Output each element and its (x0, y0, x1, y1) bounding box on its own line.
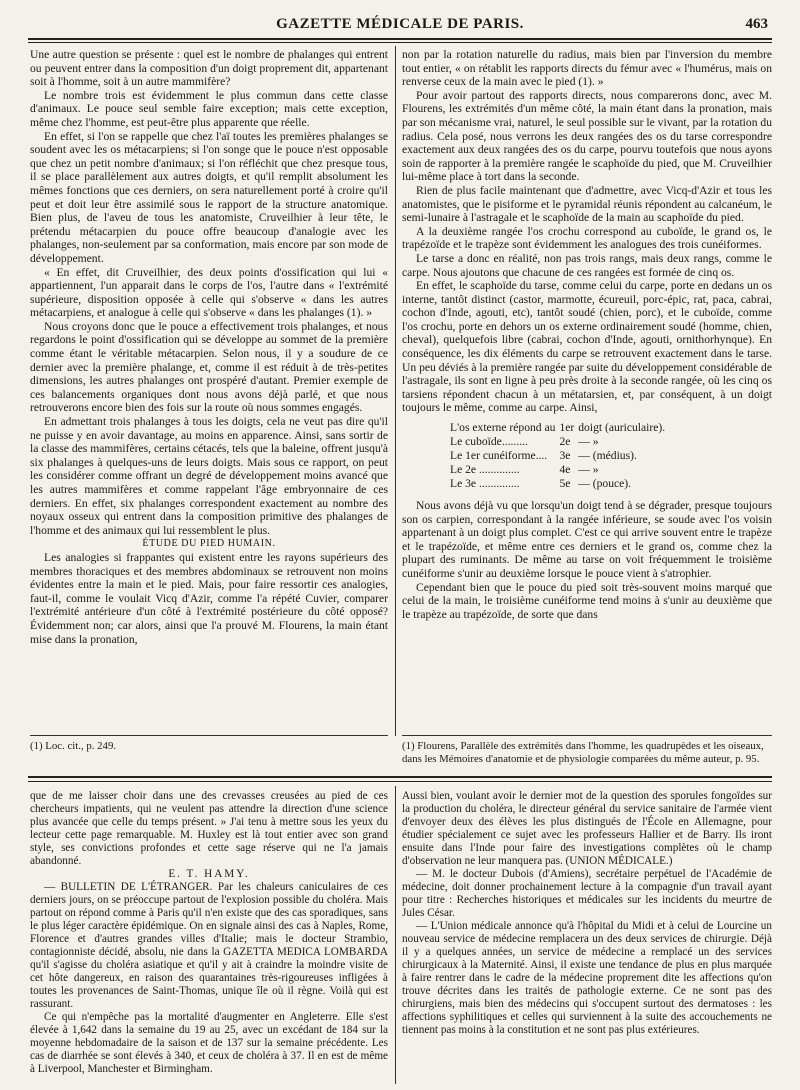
page-header (30, 16, 770, 38)
feuilleton-rule (28, 776, 772, 778)
paragraph: Une autre question se présente : quel est le nombre de phalanges qui entrent ou peuvent entrer dans la composition d'un doigt proprement dit, appartenant soit à l'homme, soit à un autre mammifère? (30, 48, 388, 89)
paragraph: Le nombre trois est évidemment le plus commun dans cette classe d'animaux. Le pouce seul semble faire exception; mais cette exception, même chez l'homme, est peut-être plus apparente que réelle. (30, 88, 388, 129)
paragraph: non par la rotation naturelle du radius, mais bien par l'inversion du membre tout entier, « on rétablit les rapports directs du fémur avec « l'humérus, mais on renverse ceux de la main avec le pied (1). » (402, 48, 772, 89)
number-cell: 5e (559, 477, 571, 491)
feuilleton-rule-thin (28, 781, 772, 782)
table-row (450, 463, 669, 477)
table-row (450, 421, 669, 435)
paragraph: — BULLETIN DE L'ÉTRANGER. Par les chaleurs caniculaires de ces derniers jours, on se préoccupe partout de l'explosion possible du choléra. Mais partout on répond comme à Paris qu'il n'en existe que des cas sporadiques, sans le plus léger caractère épidémique. On en signale ainsi des cas à Naples, Rome, Florence et d'autres grandes villes d'Italie; mais le docteur Strambio, contagionniste décidé, absolu, nie dans la GAZETTA MEDICA LOMBARDA qu'il s'agisse du choléra asiatique et qu'il y ait à craindre la moindre visite de cet hôte dangereux, en raison des quarantaines très-rigoureuses infligées à toutes les provenances de Saint-Thomas, unique île où il règne. Voilà qui est rassurant. (30, 881, 388, 1010)
paragraph: Rien de plus facile maintenant que d'admettre, avec Vicq-d'Azir et tous les anatomistes, que le pisiforme et le pyramidal réunis répondent au calcanéum, le semi-lunaire à l'astragale et le scaphoïde de la main au scaphoïde du pied. (402, 183, 772, 225)
bottom-right-column (402, 790, 772, 1082)
paragraph: Le tarse a donc en réalité, non pas trois rangs, mais deux rangs, comme le carpe. Nous ajoutons que chacune de ces rangées est formée de cinq os. (402, 251, 772, 279)
paragraph: En effet, le scaphoïde du tarse, comme celui du carpe, porte en dedans un os interne, tantôt distinct (castor, marmotte, écureuil, porc-épic, rat, paca, cabrai, cochon d'Inde, agouti, etc), tantôt soudé (chien, porc), et le cuboïde, comme l'os crochu, porte en dehors un os externe ordinairement soudé (homme, chien, cheval), quelquefois libre (cabrai, cochon d'Inde, agouti, ornithorhynque). En conséquence, les dix éléments du carpe se retrouvent exactement dans le tarse. Un peu déviés à la première rangée par suite du développement considérable de l'astragale, ils sont en ligne à peu près droite à la seconde rangée, où les cinq os tarsiens répondent chacun à un métatarsien, et, par conséquent, à un doigt toujours le même, comme au carpe. Ainsi, (402, 279, 772, 415)
signature: E. T. HAMY. (168, 868, 250, 880)
header-rule (28, 38, 772, 40)
column-divider (395, 46, 396, 736)
digit-cell: doigt (auriculaire). (578, 421, 666, 435)
digit-cell: — » (578, 463, 599, 477)
footnote-right: (1) Flourens, Parallèle des extrémités dans l'homme, les quadrupèdes et les oiseaux, dans les Mémoires d'anatomie et de physiologie comparées du même auteur, p. 95. (402, 740, 764, 765)
bone-cell: Le 3e .............. (450, 477, 520, 491)
footnote-left: (1) Loc. cit., p. 249. (30, 740, 117, 752)
number-cell: 2e (559, 435, 571, 449)
paragraph: — L'Union médicale annonce qu'à l'hôpital du Midi et à celui de Lourcine un nouveau service de médecine remplacera un des deux services de chirurgie. Déjà il y a quelques années, un service de médecine a remplacé un des services chirurgicaux à la Maternité. Ainsi, il existe une tendance de plus en plus marquée à faire rentrer dans le cadre de la médecine proprement dite les affections qu'on trouve décrites dans les traités de pathologie externe. Ce ne sont pas des chirurgiens, mais bien des médecins qui s'occupent surtout des dermatoses : les affections syphilitiques et celles qui surviennent à la suite des accouchements ne tiennent pas moins à la constitution et ne sont pas plus extérieures. (402, 920, 772, 1036)
number-cell: 3e (559, 449, 571, 463)
column-divider (395, 786, 396, 1084)
table-row (450, 435, 669, 449)
bone-cell: L'os externe répond au (450, 421, 556, 435)
digit-cell: — » (578, 435, 599, 449)
paragraph: Aussi bien, voulant avoir le dernier mot de la question des sporules fongoïdes sur la production du choléra, le directeur général du service sanitaire de l'armée vient d'envoyer deux des élèves les plus distingués de l'École en Allemagne, pour étudier spécialement ce sujet avec les professeurs Hallier et de Barry. Ils iront ensuite dans l'Inde pour faire des investigations complètes où le champ d'observation ne leur manquera pas. (UNION MÉDICALE.) (402, 790, 772, 867)
paragraph: Les analogies si frappantes qui existent entre les rayons supérieurs des membres thoraciques et des membres abdominaux se retrouvent non moins évidentes entre la main et le pied. Mais, pour faire ressortir ces analogies, faut-il, comme le voulait Vicq d'Azir, comme l'a répété Cuvier, comparer l'extrémité antérieure d'un côté à l'extrémité postérieure du côté opposé? Évidemment non; car alors, ainsi que l'a prouvé M. Flourens, la main étant mise dans la pronation, (30, 550, 388, 646)
bone-correspondence-table (450, 421, 669, 491)
digit-cell: — (pouce). (578, 477, 632, 491)
paragraph: Pour avoir partout des rapports directs, nous comparerons donc, avec M. Flourens, les extrémités d'un même côté, la main étant dans la pronation, mais par son mécanisme vrai, naturel, le seul possible sur le vivant, par la rotation du radius. Cela posé, nous verrons les deux rangées des os du tarse correspondre exactement aux deux rangées des os du carpe, pourvu toutefois que nous ayons soin de rapporter à la première rangée le scaphoïde du pied, que M. Cruveilhier lui-même place à tort dans la seconde. (402, 88, 772, 184)
paragraph: En effet, si l'on se rappelle que chez l'aï toutes les premières phalanges se soudent avec les os métacarpiens; si l'on songe que le pouce n'est opposable que chez un petit nombre d'animaux; si l'on réfléchit que chez presque tous, il se place parallèlement aux autres doigts, et qu'il remplit absolument les mêmes fonctions que ces derniers, on sera naturellement porté à croire qu'il peut et doit leur être assimilé sous le rapport de la structure anatomique. Bien plus, de l'aveu de tous les anatomiste, Cruveilhier à leur tête, le prétendu métacarpien du pouce offre beaucoup d'analogie avec les phalanges, non-seulement par sa conformation, mais encore par son mode de développement. (30, 129, 388, 265)
table-row (450, 449, 669, 463)
section-title: ÉTUDE DU PIED HUMAIN. (142, 538, 276, 550)
number-cell: 4e (559, 463, 571, 477)
bone-cell: Le 2e .............. (450, 463, 520, 477)
page-number: 463 (745, 16, 768, 32)
paragraph: A la deuxième rangée l'os crochu correspond au cuboïde, le grand os, le trapézoïde et le trapèze sont évidemment les analogues des trois cunéiformes. (402, 224, 772, 252)
left-column (30, 48, 388, 728)
footnote-rule (30, 735, 388, 736)
bone-cell: Le 1er cunéiforme.... (450, 449, 548, 463)
digit-cell: — (médius). (578, 449, 637, 463)
bottom-left-column (30, 790, 388, 1082)
table-row (450, 477, 669, 491)
bone-cell: Le cuboïde......... (450, 435, 528, 449)
paragraph: Nous avons déjà vu que lorsqu'un doigt tend à se dégrader, presque toujours son os carpien, correspondant à la rangée inférieure, se soude avec l'os voisin appartenant à un doigt plus complet. C'est ce qui arrive souvent entre le trapèze et le trapézoïde, et même entre ces derniers et le grand os, comme chez la plupart des ruminants. De même au tarse on voit fréquemment le troisième cunéiforme s'unir au deuxième lorsque le pouce vient à s'atrophier. (402, 499, 772, 580)
paragraph: En admettant trois phalanges à tous les doigts, cela ne veut pas dire qu'il ne puisse y en avoir davantage, au moins en apparence. Ainsi, sans sortir de la classe des mammifères, certains cétacés, tels que la baleine, offrent jusqu'à six phalanges à quelques-uns de leurs doigts. Mais sous ce rapport, on peut les considérer comme offrant un degré de développement moins avancé que les autres mammifères et comme rappelant l'âge embryonnaire de ces derniers. En effet, six phalanges correspondent exactement au nombre des noyaux osseux qui entrent dans la composition primitive des phalanges de l'homme et des animaux qui lui ressemblent le plus. (30, 415, 388, 537)
paragraph: Ce qui n'empêche pas la mortalité d'augmenter en Angleterre. Elle s'est élevée à 1,642 dans la semaine du 19 au 25, avec un excédant de 184 sur la moyenne hebdomadaire de la saison et de 137 sur la semaine précédente. Les cas de diarrhée se sont élevés à 340, et ceux de choléra à 37. Il en est de même à Liverpool, Manchester et Birmingham. (30, 1011, 388, 1075)
paragraph: Nous croyons donc que le pouce a effectivement trois phalanges, et nous regardons le point d'ossification qui se développe au sommet de la première comme étant le véritable métacarpien. Selon nous, il y a soudure de ce dernier avec la première phalange, et, comme il est réduit à de très-petites dimensions, les autres phalanges ont prospéré d'autant. Premier exemple de ces balancements organiques dont nous avons déjà parlé, et que nous retrouverons encore bien des fois sur la route où nous sommes engagés. (30, 319, 388, 415)
right-column (402, 48, 772, 728)
header-rule-thin (28, 42, 772, 43)
paragraph: — M. le docteur Dubois (d'Amiens), secrétaire perpétuel de l'Académie de médecine, doit donner prochainement lecture à la compagnie d'un travail ayant pour titre : Recherches historiques et médicales sur les incidents du meurtre de Jules César. (402, 868, 772, 919)
number-cell: 1er (559, 421, 575, 435)
paragraph: que de me laisser choir dans une des crevasses creusées au pied de ces chercheurs impatients, qui ne veulent pas attendre la direction d'une science plus avancée que celle du temps présent. » J'ai tenu à mettre sous les yeux du lecteur cette page remarquable. M. Huxley est là tout entier avec son grand style, ses convictions profondes et cette sage réserve qui ne l'a jamais abandonné. (30, 790, 388, 867)
paragraph: « En effet, dit Cruveilhier, des deux points d'ossification qui lui « appartiennent, l'un apparait dans le corps de l'os, l'autre dans « l'extrémité supérieure, disposition opposée à celle qui s'observe « dans les autres métacarpiens, et analogue à celle qui s'observe « dans les phalanges (1). » (30, 265, 388, 320)
journal-title: GAZETTE MÉDICALE DE PARIS. (276, 16, 524, 32)
footnote-rule (402, 735, 772, 736)
paragraph: Cependant bien que le pouce du pied soit très-souvent moins marqué que celui de la main, le troisième cunéiforme tend moins à s'unir au deuxième que le trapèze au trapézoïde, de sorte que dans (402, 580, 772, 621)
